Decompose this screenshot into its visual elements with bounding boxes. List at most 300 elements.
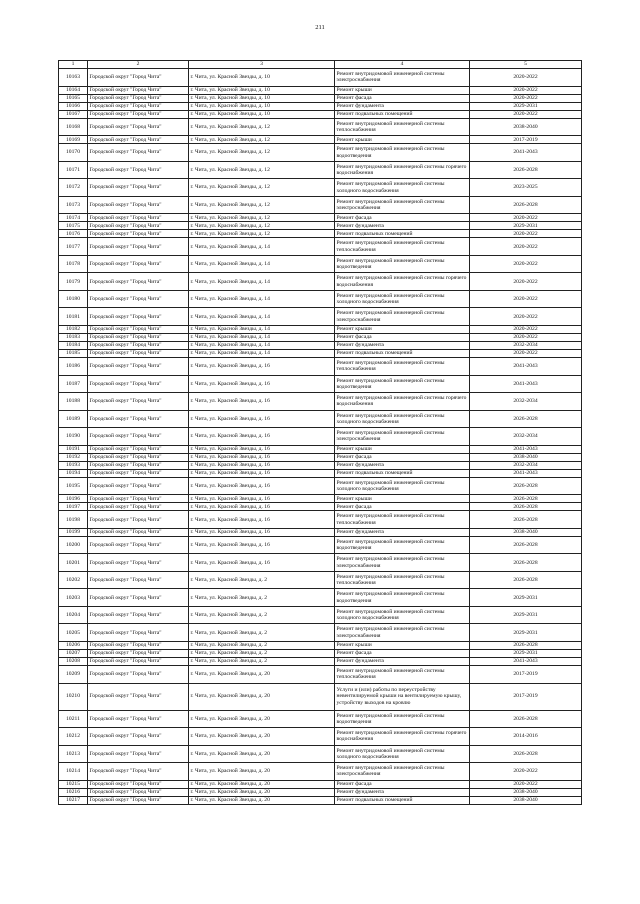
address-cell: г. Чита, ул. Красной Звезды, д. 16 xyxy=(189,469,335,477)
column-header: 1 xyxy=(59,61,88,69)
period-cell: 2026-2028 xyxy=(470,710,582,728)
work-type-cell: Ремонт фундамента xyxy=(335,461,470,469)
district-cell: Городской округ "Город Чита" xyxy=(88,589,189,607)
table-row xyxy=(59,69,582,87)
table-row xyxy=(59,745,582,763)
address-cell: г. Чита, ул. Красной Звезды, д. 16 xyxy=(189,528,335,536)
period-cell: 2014-2016 xyxy=(470,728,582,746)
record-number-cell: 10178 xyxy=(59,255,88,273)
period-cell: 2020-2022 xyxy=(470,238,582,256)
address-cell: г. Чита, ул. Красной Звезды, д. 16 xyxy=(189,393,335,411)
work-type-cell: Ремонт фасада xyxy=(335,94,470,102)
address-cell: г. Чита, ул. Красной Звезды, д. 12 xyxy=(189,179,335,197)
district-cell: Городской округ "Город Чита" xyxy=(88,375,189,393)
address-cell: г. Чита, ул. Красной Звезды, д. 14 xyxy=(189,255,335,273)
period-cell: 2026-2028 xyxy=(470,477,582,495)
period-cell: 2032-2034 xyxy=(470,393,582,411)
district-cell: Городской округ "Город Чита" xyxy=(88,86,189,94)
district-cell: Городской округ "Город Чита" xyxy=(88,290,189,308)
table-row xyxy=(59,649,582,657)
address-cell: г. Чита, ул. Красной Звезды, д. 2 xyxy=(189,571,335,589)
table-row xyxy=(59,495,582,503)
record-number-cell: 10182 xyxy=(59,325,88,333)
work-type-cell: Ремонт фасада xyxy=(335,333,470,341)
district-cell: Городской округ "Город Чита" xyxy=(88,780,189,788)
record-number-cell: 10197 xyxy=(59,503,88,511)
record-number-cell: 10180 xyxy=(59,290,88,308)
district-cell: Городской округ "Город Чита" xyxy=(88,763,189,781)
table-row xyxy=(59,308,582,326)
period-cell: 2029-2031 xyxy=(470,222,582,230)
period-cell: 2026-2028 xyxy=(470,554,582,572)
period-cell: 2026-2028 xyxy=(470,161,582,179)
work-type-cell: Ремонт фундамента xyxy=(335,658,470,666)
record-number-cell: 10188 xyxy=(59,393,88,411)
period-cell: 2026-2028 xyxy=(470,536,582,554)
period-cell: 2023-2025 xyxy=(470,179,582,197)
address-cell: г. Чита, ул. Красной Звезды, д. 2 xyxy=(189,624,335,642)
table-row xyxy=(59,179,582,197)
table-row xyxy=(59,342,582,350)
record-number-cell: 10183 xyxy=(59,333,88,341)
table-row xyxy=(59,763,582,781)
work-type-cell: Ремонт фундамента xyxy=(335,222,470,230)
address-cell: г. Чита, ул. Красной Звезды, д. 20 xyxy=(189,796,335,804)
period-cell: 2020-2022 xyxy=(470,94,582,102)
record-number-cell: 10212 xyxy=(59,728,88,746)
record-number-cell: 10205 xyxy=(59,624,88,642)
period-cell: 2020-2022 xyxy=(470,69,582,87)
table-row xyxy=(59,255,582,273)
record-number-cell: 10211 xyxy=(59,710,88,728)
table-row xyxy=(59,536,582,554)
district-cell: Городской округ "Город Чита" xyxy=(88,728,189,746)
work-type-cell: Ремонт подвальных помещений xyxy=(335,796,470,804)
table-row xyxy=(59,102,582,110)
address-cell: г. Чита, ул. Красной Звезды, д. 12 xyxy=(189,136,335,144)
address-cell: г. Чита, ул. Красной Звезды, д. 12 xyxy=(189,161,335,179)
work-type-cell: Ремонт крыши xyxy=(335,641,470,649)
column-header: 3 xyxy=(189,61,335,69)
period-cell: 2029-2031 xyxy=(470,624,582,642)
record-number-cell: 10181 xyxy=(59,308,88,326)
district-cell: Городской округ "Город Чита" xyxy=(88,666,189,684)
record-number-cell: 10213 xyxy=(59,745,88,763)
address-cell: г. Чита, ул. Красной Звезды, д. 16 xyxy=(189,428,335,446)
record-number-cell: 10185 xyxy=(59,350,88,358)
record-number-cell: 10214 xyxy=(59,763,88,781)
table-row xyxy=(59,788,582,796)
address-cell: г. Чита, ул. Красной Звезды, д. 14 xyxy=(189,325,335,333)
work-type-cell: Ремонт внутридомовой инженерной системы холодного водоснабжения xyxy=(335,606,470,624)
period-cell: 2026-2028 xyxy=(470,503,582,511)
district-cell: Городской округ "Город Чита" xyxy=(88,469,189,477)
district-cell: Городской округ "Город Чита" xyxy=(88,144,189,162)
work-type-cell: Ремонт внутридомовой инженерной системы электроснабжения xyxy=(335,69,470,87)
table-row xyxy=(59,333,582,341)
district-cell: Городской округ "Город Чита" xyxy=(88,528,189,536)
table-row xyxy=(59,528,582,536)
address-cell: г. Чита, ул. Красной Звезды, д. 12 xyxy=(189,118,335,136)
table-row xyxy=(59,273,582,291)
district-cell: Городской округ "Город Чита" xyxy=(88,624,189,642)
record-number-cell: 10193 xyxy=(59,461,88,469)
address-cell: г. Чита, ул. Красной Звезды, д. 16 xyxy=(189,495,335,503)
record-number-cell: 10164 xyxy=(59,86,88,94)
table-row xyxy=(59,511,582,529)
work-type-cell: Ремонт внутридомовой инженерной системы холодного водоснабжения xyxy=(335,477,470,495)
table-row xyxy=(59,110,582,118)
period-cell: 2020-2022 xyxy=(470,273,582,291)
table-row xyxy=(59,86,582,94)
period-cell: 2026-2028 xyxy=(470,495,582,503)
address-cell: г. Чита, ул. Красной Звезды, д. 20 xyxy=(189,710,335,728)
work-type-cell: Ремонт внутридомовой инженерной системы электроснабжения xyxy=(335,308,470,326)
district-cell: Городской округ "Город Чита" xyxy=(88,161,189,179)
district-cell: Городской округ "Город Чита" xyxy=(88,658,189,666)
period-cell: 2017-2019 xyxy=(470,666,582,684)
period-cell: 2017-2019 xyxy=(470,683,582,710)
table-row xyxy=(59,161,582,179)
address-cell: г. Чита, ул. Красной Звезды, д. 2 xyxy=(189,658,335,666)
address-cell: г. Чита, ул. Красной Звезды, д. 16 xyxy=(189,554,335,572)
district-cell: Городской округ "Город Чита" xyxy=(88,571,189,589)
table-row xyxy=(59,554,582,572)
work-type-cell: Услуги и (или) работы по переустройству невентилируемой крыши на вентилируемую крышу, устройству выходов на кровлю xyxy=(335,683,470,710)
work-type-cell: Ремонт внутридомовой инженерной системы холодного водоснабжения xyxy=(335,745,470,763)
table-row xyxy=(59,641,582,649)
table-row xyxy=(59,230,582,238)
work-type-cell: Ремонт фасада xyxy=(335,453,470,461)
period-cell: 2020-2022 xyxy=(470,350,582,358)
period-cell: 2020-2022 xyxy=(470,110,582,118)
period-cell: 2026-2028 xyxy=(470,410,582,428)
record-number-cell: 10209 xyxy=(59,666,88,684)
district-cell: Городской округ "Город Чита" xyxy=(88,110,189,118)
district-cell: Городской округ "Город Чита" xyxy=(88,238,189,256)
address-cell: г. Чита, ул. Красной Звезды, д. 20 xyxy=(189,728,335,746)
period-cell: 2041-2043 xyxy=(470,375,582,393)
table-row xyxy=(59,136,582,144)
period-cell: 2026-2028 xyxy=(470,511,582,529)
record-number-cell: 10187 xyxy=(59,375,88,393)
address-cell: г. Чита, ул. Красной Звезды, д. 12 xyxy=(189,222,335,230)
address-cell: г. Чита, ул. Красной Звезды, д. 10 xyxy=(189,102,335,110)
work-type-cell: Ремонт внутридомовой инженерной системы водоотведения xyxy=(335,710,470,728)
period-cell: 2029-2031 xyxy=(470,606,582,624)
table-row xyxy=(59,445,582,453)
district-cell: Городской округ "Город Чита" xyxy=(88,641,189,649)
period-cell: 2026-2028 xyxy=(470,641,582,649)
record-number-cell: 10174 xyxy=(59,214,88,222)
period-cell: 2029-2031 xyxy=(470,102,582,110)
address-cell: г. Чита, ул. Красной Звезды, д. 12 xyxy=(189,230,335,238)
district-cell: Городской округ "Город Чита" xyxy=(88,606,189,624)
period-cell: 2026-2028 xyxy=(470,196,582,214)
work-type-cell: Ремонт подвальных помещений xyxy=(335,110,470,118)
work-type-cell: Ремонт крыши xyxy=(335,495,470,503)
address-cell: г. Чита, ул. Красной Звезды, д. 14 xyxy=(189,273,335,291)
period-cell: 2041-2043 xyxy=(470,469,582,477)
district-cell: Городской округ "Город Чита" xyxy=(88,342,189,350)
district-cell: Городской округ "Город Чита" xyxy=(88,511,189,529)
record-number-cell: 10168 xyxy=(59,118,88,136)
repair-schedule-table xyxy=(58,60,582,805)
district-cell: Городской округ "Город Чита" xyxy=(88,358,189,376)
work-type-cell: Ремонт внутридомовой инженерной системы электроснабжения xyxy=(335,554,470,572)
district-cell: Городской округ "Город Чита" xyxy=(88,230,189,238)
record-number-cell: 10175 xyxy=(59,222,88,230)
district-cell: Городской округ "Город Чита" xyxy=(88,453,189,461)
work-type-cell: Ремонт внутридомовой инженерной системы холодного водоснабжения xyxy=(335,410,470,428)
record-number-cell: 10199 xyxy=(59,528,88,536)
record-number-cell: 10206 xyxy=(59,641,88,649)
record-number-cell: 10169 xyxy=(59,136,88,144)
period-cell: 2020-2022 xyxy=(470,255,582,273)
work-type-cell: Ремонт внутридомовой инженерной системы теплоснабжения xyxy=(335,666,470,684)
record-number-cell: 10172 xyxy=(59,179,88,197)
district-cell: Городской округ "Город Чита" xyxy=(88,410,189,428)
work-type-cell: Ремонт внутридомовой инженерной системы теплоснабжения xyxy=(335,571,470,589)
address-cell: г. Чита, ул. Красной Звезды, д. 10 xyxy=(189,86,335,94)
period-cell: 2020-2022 xyxy=(470,325,582,333)
address-cell: г. Чита, ул. Красной Звезды, д. 2 xyxy=(189,606,335,624)
page-number: 211 xyxy=(315,24,325,31)
work-type-cell: Ремонт внутридомовой инженерной системы холодного водоснабжения xyxy=(335,290,470,308)
period-cell: 2017-2019 xyxy=(470,136,582,144)
period-cell: 2038-2040 xyxy=(470,453,582,461)
table-row xyxy=(59,461,582,469)
district-cell: Городской округ "Город Чита" xyxy=(88,102,189,110)
table-row xyxy=(59,710,582,728)
record-number-cell: 10186 xyxy=(59,358,88,376)
work-type-cell: Ремонт подвальных помещений xyxy=(335,350,470,358)
table-row xyxy=(59,624,582,642)
district-cell: Городской округ "Город Чита" xyxy=(88,554,189,572)
table-row xyxy=(59,477,582,495)
work-type-cell: Ремонт фундамента xyxy=(335,102,470,110)
period-cell: 2041-2043 xyxy=(470,658,582,666)
work-type-cell: Ремонт крыши xyxy=(335,445,470,453)
period-cell: 2029-2031 xyxy=(470,589,582,607)
period-cell: 2041-2043 xyxy=(470,445,582,453)
address-cell: г. Чита, ул. Красной Звезды, д. 16 xyxy=(189,410,335,428)
address-cell: г. Чита, ул. Красной Звезды, д. 16 xyxy=(189,453,335,461)
table-row xyxy=(59,658,582,666)
period-cell: 2032-2034 xyxy=(470,461,582,469)
record-number-cell: 10203 xyxy=(59,589,88,607)
work-type-cell: Ремонт фасада xyxy=(335,214,470,222)
work-type-cell: Ремонт фундамента xyxy=(335,528,470,536)
table-row xyxy=(59,222,582,230)
district-cell: Городской округ "Город Чита" xyxy=(88,495,189,503)
work-type-cell: Ремонт внутридомовой инженерной системы электроснабжения xyxy=(335,763,470,781)
record-number-cell: 10196 xyxy=(59,495,88,503)
district-cell: Городской округ "Город Чита" xyxy=(88,428,189,446)
period-cell: 2020-2022 xyxy=(470,86,582,94)
period-cell: 2032-2034 xyxy=(470,342,582,350)
district-cell: Городской округ "Город Чита" xyxy=(88,273,189,291)
address-cell: г. Чита, ул. Красной Звезды, д. 12 xyxy=(189,144,335,162)
table-row xyxy=(59,666,582,684)
district-cell: Городской округ "Город Чита" xyxy=(88,136,189,144)
work-type-cell: Ремонт внутридомовой инженерной системы горячего водоснабжения xyxy=(335,728,470,746)
period-cell: 2020-2022 xyxy=(470,290,582,308)
work-type-cell: Ремонт внутридомовой инженерной системы горячего водоснабжения xyxy=(335,273,470,291)
column-header: 2 xyxy=(88,61,189,69)
record-number-cell: 10216 xyxy=(59,788,88,796)
record-number-cell: 10166 xyxy=(59,102,88,110)
address-cell: г. Чита, ул. Красной Звезды, д. 2 xyxy=(189,649,335,657)
record-number-cell: 10210 xyxy=(59,683,88,710)
work-type-cell: Ремонт внутридомовой инженерной системы электроснабжения xyxy=(335,428,470,446)
record-number-cell: 10176 xyxy=(59,230,88,238)
address-cell: г. Чита, ул. Красной Звезды, д. 16 xyxy=(189,358,335,376)
record-number-cell: 10215 xyxy=(59,780,88,788)
address-cell: г. Чита, ул. Красной Звезды, д. 14 xyxy=(189,333,335,341)
work-type-cell: Ремонт фасада xyxy=(335,780,470,788)
work-type-cell: Ремонт внутридомовой инженерной системы холодного водоснабжения xyxy=(335,179,470,197)
address-cell: г. Чита, ул. Красной Звезды, д. 16 xyxy=(189,477,335,495)
table-row xyxy=(59,144,582,162)
record-number-cell: 10189 xyxy=(59,410,88,428)
table-row xyxy=(59,469,582,477)
work-type-cell: Ремонт фундамента xyxy=(335,342,470,350)
table-row xyxy=(59,683,582,710)
district-cell: Городской округ "Город Чита" xyxy=(88,350,189,358)
record-number-cell: 10170 xyxy=(59,144,88,162)
address-cell: г. Чита, ул. Красной Звезды, д. 16 xyxy=(189,375,335,393)
table-row xyxy=(59,796,582,804)
record-number-cell: 10198 xyxy=(59,511,88,529)
record-number-cell: 10204 xyxy=(59,606,88,624)
period-cell: 2038-2040 xyxy=(470,796,582,804)
district-cell: Городской округ "Город Чита" xyxy=(88,308,189,326)
table-row xyxy=(59,375,582,393)
table-row xyxy=(59,94,582,102)
address-cell: г. Чита, ул. Красной Звезды, д. 14 xyxy=(189,342,335,350)
address-cell: г. Чита, ул. Красной Звезды, д. 20 xyxy=(189,683,335,710)
record-number-cell: 10194 xyxy=(59,469,88,477)
period-cell: 2038-2040 xyxy=(470,528,582,536)
period-cell: 2020-2022 xyxy=(470,308,582,326)
district-cell: Городской округ "Город Чита" xyxy=(88,477,189,495)
table-row xyxy=(59,503,582,511)
address-cell: г. Чита, ул. Красной Звезды, д. 20 xyxy=(189,788,335,796)
period-cell: 2026-2028 xyxy=(470,571,582,589)
table-row xyxy=(59,453,582,461)
district-cell: Городской округ "Город Чита" xyxy=(88,214,189,222)
address-cell: г. Чита, ул. Красной Звезды, д. 10 xyxy=(189,110,335,118)
district-cell: Городской округ "Город Чита" xyxy=(88,536,189,554)
address-cell: г. Чита, ул. Красной Звезды, д. 14 xyxy=(189,290,335,308)
district-cell: Городской округ "Город Чита" xyxy=(88,333,189,341)
period-cell: 2026-2028 xyxy=(470,745,582,763)
district-cell: Городской округ "Город Чита" xyxy=(88,649,189,657)
period-cell: 2020-2022 xyxy=(470,230,582,238)
record-number-cell: 10179 xyxy=(59,273,88,291)
record-number-cell: 10173 xyxy=(59,196,88,214)
address-cell: г. Чита, ул. Красной Звезды, д. 20 xyxy=(189,780,335,788)
district-cell: Городской округ "Город Чита" xyxy=(88,393,189,411)
district-cell: Городской округ "Город Чита" xyxy=(88,461,189,469)
address-cell: г. Чита, ул. Красной Звезды, д. 10 xyxy=(189,94,335,102)
address-cell: г. Чита, ул. Красной Звезды, д. 20 xyxy=(189,745,335,763)
district-cell: Городской округ "Город Чита" xyxy=(88,683,189,710)
record-number-cell: 10195 xyxy=(59,477,88,495)
district-cell: Городской округ "Город Чита" xyxy=(88,179,189,197)
work-type-cell: Ремонт внутридомовой инженерной системы горячего водоснабжения xyxy=(335,161,470,179)
work-type-cell: Ремонт внутридомовой инженерной системы водоотведения xyxy=(335,255,470,273)
address-cell: г. Чита, ул. Красной Звезды, д. 16 xyxy=(189,511,335,529)
record-number-cell: 10191 xyxy=(59,445,88,453)
table-row xyxy=(59,428,582,446)
period-cell: 2029-2031 xyxy=(470,649,582,657)
district-cell: Городской округ "Город Чита" xyxy=(88,255,189,273)
work-type-cell: Ремонт внутридомовой инженерной системы теплоснабжения xyxy=(335,118,470,136)
district-cell: Городской округ "Город Чита" xyxy=(88,745,189,763)
table-row xyxy=(59,325,582,333)
district-cell: Городской округ "Город Чита" xyxy=(88,325,189,333)
record-number-cell: 10163 xyxy=(59,69,88,87)
district-cell: Городской округ "Город Чита" xyxy=(88,196,189,214)
address-cell: г. Чита, ул. Красной Звезды, д. 14 xyxy=(189,308,335,326)
address-cell: г. Чита, ул. Красной Звезды, д. 16 xyxy=(189,461,335,469)
work-type-cell: Ремонт внутридомовой инженерной системы водоотведения xyxy=(335,536,470,554)
record-number-cell: 10192 xyxy=(59,453,88,461)
table-row xyxy=(59,290,582,308)
table-header-row xyxy=(59,61,582,69)
district-cell: Городской округ "Город Чита" xyxy=(88,503,189,511)
period-cell: 2041-2043 xyxy=(470,144,582,162)
work-type-cell: Ремонт фундамента xyxy=(335,788,470,796)
record-number-cell: 10165 xyxy=(59,94,88,102)
district-cell: Городской округ "Город Чита" xyxy=(88,69,189,87)
record-number-cell: 10201 xyxy=(59,554,88,572)
district-cell: Городской округ "Город Чита" xyxy=(88,796,189,804)
table-row xyxy=(59,196,582,214)
work-type-cell: Ремонт фасада xyxy=(335,503,470,511)
address-cell: г. Чита, ул. Красной Звезды, д. 14 xyxy=(189,238,335,256)
record-number-cell: 10167 xyxy=(59,110,88,118)
table-row xyxy=(59,606,582,624)
district-cell: Городской округ "Город Чита" xyxy=(88,118,189,136)
address-cell: г. Чита, ул. Красной Звезды, д. 10 xyxy=(189,69,335,87)
record-number-cell: 10217 xyxy=(59,796,88,804)
period-cell: 2020-2022 xyxy=(470,333,582,341)
table-row xyxy=(59,780,582,788)
work-type-cell: Ремонт подвальных помещений xyxy=(335,469,470,477)
work-type-cell: Ремонт крыши xyxy=(335,136,470,144)
work-type-cell: Ремонт подвальных помещений xyxy=(335,230,470,238)
address-cell: г. Чита, ул. Красной Звезды, д. 2 xyxy=(189,589,335,607)
work-type-cell: Ремонт крыши xyxy=(335,325,470,333)
district-cell: Городской округ "Город Чита" xyxy=(88,788,189,796)
table-row xyxy=(59,214,582,222)
table-body xyxy=(59,69,582,805)
work-type-cell: Ремонт внутридомовой инженерной системы теплоснабжения xyxy=(335,511,470,529)
table-row xyxy=(59,393,582,411)
table-row xyxy=(59,118,582,136)
table-row xyxy=(59,238,582,256)
period-cell: 2020-2022 xyxy=(470,763,582,781)
column-header: 4 xyxy=(335,61,470,69)
period-cell: 2020-2022 xyxy=(470,780,582,788)
table-row xyxy=(59,350,582,358)
address-cell: г. Чита, ул. Красной Звезды, д. 20 xyxy=(189,666,335,684)
work-type-cell: Ремонт крыши xyxy=(335,86,470,94)
table-row xyxy=(59,358,582,376)
